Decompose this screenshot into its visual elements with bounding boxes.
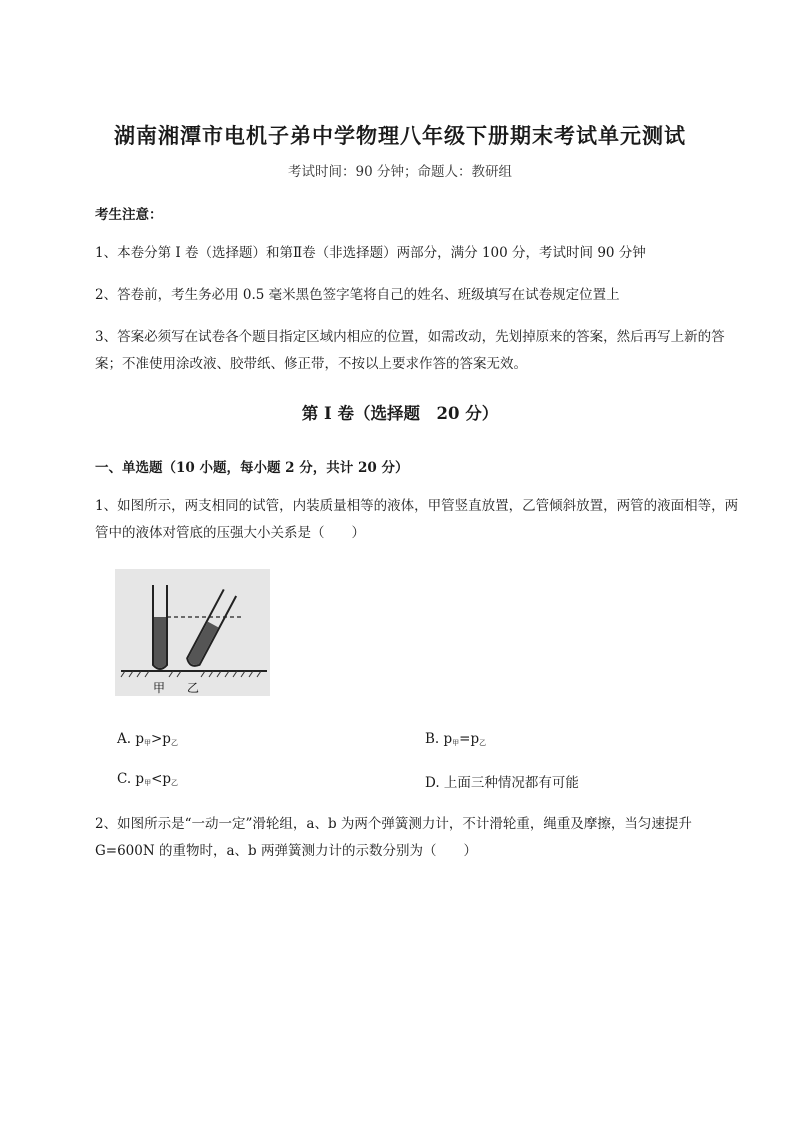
option-b-rel: =p — [459, 731, 480, 747]
exam-subtitle: 考试时间：90 分钟；命题人：教研组 — [288, 164, 512, 180]
option-b-sub1: 甲 — [452, 739, 460, 747]
option-a[interactable] — [117, 731, 178, 748]
label-yi: 乙 — [187, 681, 200, 695]
option-c-rel: <p — [151, 771, 172, 787]
exam-title: 湖南湘潭市电机子弟中学物理八年级下册期末考试单元测试 — [114, 123, 686, 148]
option-d[interactable]: D. 上面三种情况都有可能 — [425, 775, 579, 791]
section-title: 第 I 卷（选择题 20 分） — [301, 404, 499, 423]
option-b-prefix: B. p — [425, 731, 453, 747]
option-b-sub2: 乙 — [479, 739, 487, 747]
option-a-rel: >p — [150, 731, 171, 747]
vertical-tube-liquid — [154, 617, 166, 668]
question-1-text: 1、如图所示，两支相同的试管，内装质量相等的液体，甲管竖直放置，乙管倾斜放置，两管的液面相等，两管中的液体对管底的压强大小关系是（ ） — [95, 498, 739, 541]
notice-item-2: 2、答卷前，考生务必用 0.5 毫米黑色签字笔将自己的姓名、班级填写在试卷规定位置上 — [95, 287, 620, 303]
test-tube-figure — [115, 569, 270, 696]
option-a-sub1: 甲 — [143, 739, 151, 747]
notice-heading: 考生注意： — [95, 207, 163, 223]
option-a-prefix: A. p — [117, 731, 144, 747]
part-heading: 一、单选题（10 小题，每小题 2 分，共计 20 分） — [95, 460, 409, 476]
option-c-prefix: C. p — [117, 771, 145, 787]
option-c[interactable] — [117, 771, 178, 788]
notice-item-1: 1、本卷分第 I 卷（选择题）和第Ⅱ卷（非选择题）两部分，满分 100 分，考试时间 90 分钟 — [95, 245, 646, 261]
label-jia: 甲 — [153, 681, 166, 695]
notice-item-3: 3、答案必须写在试卷各个题目指定区域内相应的位置，如需改动，先划掉原来的答案，然后再写上新的答案；不准使用涂改液、胶带纸、修正带，不按以上要求作答的答案无效。 — [95, 329, 725, 372]
option-a-sub2: 乙 — [170, 739, 178, 747]
figure-background — [115, 569, 270, 696]
option-b[interactable] — [425, 731, 486, 748]
question-2-text: 2、如图所示是“一动一定”滑轮组，a、b 为两个弹簧测力计，不计滑轮重，绳重及摩擦，当匀速提升 G=600N 的重物时，a、b 两弹簧测力计的示数分别为（ ） — [95, 816, 692, 859]
option-c-sub2: 乙 — [171, 779, 179, 787]
option-c-sub1: 甲 — [144, 779, 152, 787]
test-tube-diagram — [115, 569, 270, 696]
